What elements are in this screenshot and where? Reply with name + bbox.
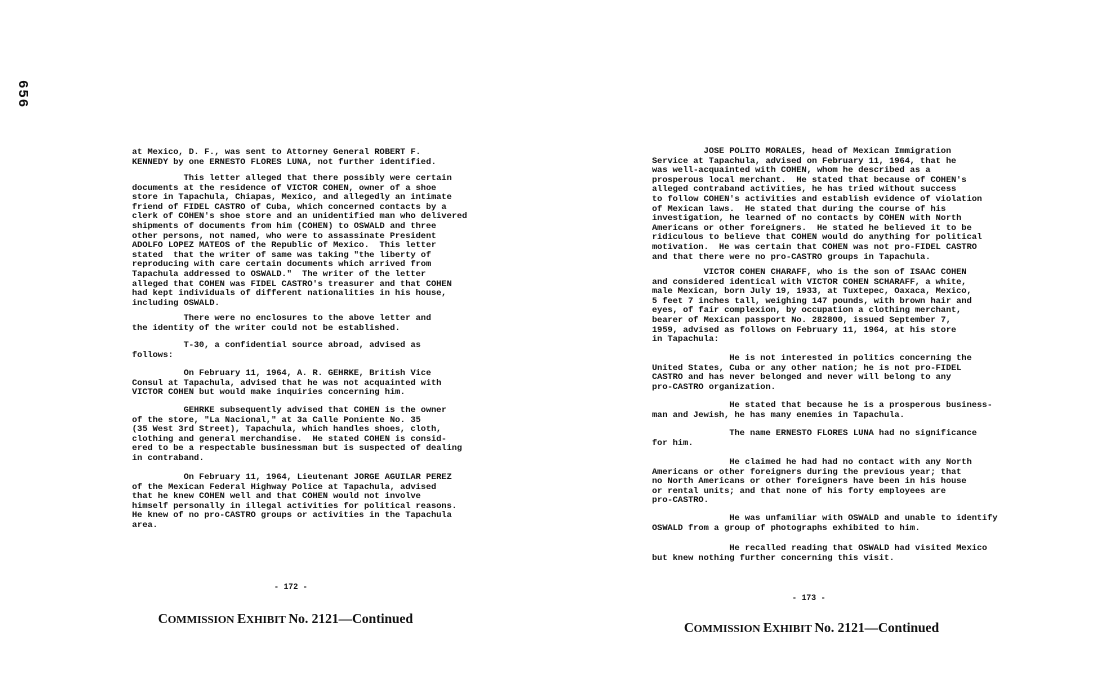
right-paragraph-1: JOSE POLITO MORALES, head of Mexican Immigration Service at Tapachula, advised on February 11, 1964, that he was well-acquainted with COHEN, whom he described as a prosperous local merchant. He stated that because of COHEN's alleged contraband activities, he has tried without success to follow COHEN's activities and establish evidence of violation of Mexican laws. He stated that during the course of his investigation, he learned of no contacts by COHEN with North Americans or other foreigners. He stated he believed it to be ridiculous to believe that COHEN would do anything for political motivation. He was certain that COHEN was not pro-FIDEL CASTRO and that there were no pro-CASTRO groups in Tapachula. bbox=[652, 146, 983, 262]
right-paragraph-3: He is not interested in politics concerning the United States, Cuba or any other nation; he is not pro-FIDEL CASTRO and has never belonged and never will belong to any pro-CASTRO organization. bbox=[652, 353, 972, 392]
margin-page-number-text: 656 bbox=[14, 80, 30, 109]
caption-small-caps-2: XHIBIT bbox=[246, 614, 289, 626]
left-paragraph-1: at Mexico, D. F., was sent to Attorney General ROBERT F. KENNEDY by one ERNESTO FLORES LUNA, not further identified. bbox=[132, 147, 437, 167]
right-paragraph-8: He recalled reading that OSWALD had visited Mexico but knew nothing further concerning this visit. bbox=[652, 543, 988, 563]
caption-rest: No. 2121—Continued bbox=[288, 611, 413, 626]
caption-initial-e: E bbox=[237, 611, 247, 626]
left-page-number: - 172 - bbox=[274, 583, 308, 592]
caption-small-caps: OMMISSION bbox=[167, 614, 238, 626]
left-paragraph-7: On February 11, 1964, Lieutenant JORGE AGUILAR PEREZ of the Mexican Federal Highway Police at Tapachula, advised that he knew COHEN well and that COHEN would not involve himself personally in illegal activities for political reasons. He knew of no pro-CASTRO groups or activities in the Tapachula area. bbox=[132, 472, 457, 530]
caption-small-caps: OMMISSION bbox=[693, 623, 764, 635]
left-paragraph-5: On February 11, 1964, A. R. GEHRKE, British Vice Consul at Tapachula, advised that he was not acquainted with VICTOR COHEN but would make inquiries concerning him. bbox=[132, 368, 442, 398]
left-paragraph-2: This letter alleged that there possibly were certain documents at the residence of VICTOR COHEN, owner of a shoe store in Tapachula, Chiapas, Mexico, and allegedly an intimate friend of FIDEL CASTRO of Cuba, which concerned contacts by a clerk of COHEN's shoe store and an unidentified man who delivered shipments of documents from him (COHEN) to OSWALD and three other persons, not named, who were to assassinate President ADOLFO LOPEZ MATEOS of the Republic of Mexico. This letter stated that the writer of same was taking "the liberty of reproducing with care certain documents which arrived from Tapachula addressed to OSWALD." The writer of the letter alleged that COHEN was FIDEL CASTRO's treasurer and that COHEN had kept individuals of different nationalities in his house, including OSWALD. bbox=[132, 173, 468, 308]
right-paragraph-4: He stated that because he is a prosperous business- man and Jewish, he has many enemies in Tapachula. bbox=[652, 400, 993, 420]
left-exhibit-caption bbox=[158, 611, 413, 627]
right-paragraph-2: VICTOR COHEN CHARAFF, who is the son of ISAAC COHEN and considered identical with VICTOR COHEN SCHARAFF, a white, male Mexican, born July 19, 1933, at Tuxtepec, Oaxaca, Mexico, 5 feet 7 inches tall, weighing 147 pounds, with brown hair and eyes, of fair complexion, by occupation a clothing merchant, bearer of Mexican passport No. 282800, issued September 7, 1959, advised as follows on February 11, 1964, at his store in Tapachula: bbox=[652, 267, 972, 345]
caption-initial-c: C bbox=[158, 611, 168, 626]
left-paragraph-4: T-30, a confidential source abroad, advised as follows: bbox=[132, 340, 421, 360]
caption-initial-e: E bbox=[763, 620, 773, 635]
margin-page-number bbox=[14, 40, 42, 109]
left-paragraph-3: There were no enclosures to the above letter and the identity of the writer could not be established. bbox=[132, 313, 432, 333]
caption-initial-c: C bbox=[684, 620, 694, 635]
right-paragraph-6: He claimed he had had no contact with any North Americans or other foreigners during the previous year; that no North Americans or other foreigners have been in his house or rental units; and that none of his forty employees are pro-CASTRO. bbox=[652, 457, 972, 506]
right-paragraph-5: The name ERNESTO FLORES LUNA had no significance for him. bbox=[652, 428, 977, 448]
caption-rest: No. 2121—Continued bbox=[814, 620, 939, 635]
left-paragraph-6: GEHRKE subsequently advised that COHEN is the owner of the store, "La Nacional," at 3a Calle Poniente No. 35 (35 West 3rd Street), Tapachula, which handles shoes, cloth, clothing and general merchandise. He stated COHEN is consid- ered to be a respectable businessman but is suspected of dealing in contraband. bbox=[132, 405, 463, 463]
caption-small-caps-2: XHIBIT bbox=[772, 623, 815, 635]
right-exhibit-caption bbox=[684, 620, 939, 636]
right-paragraph-7: He was unfamiliar with OSWALD and unable to identify OSWALD from a group of photographs exhibited to him. bbox=[652, 513, 998, 533]
right-page-number: - 173 - bbox=[792, 594, 826, 603]
